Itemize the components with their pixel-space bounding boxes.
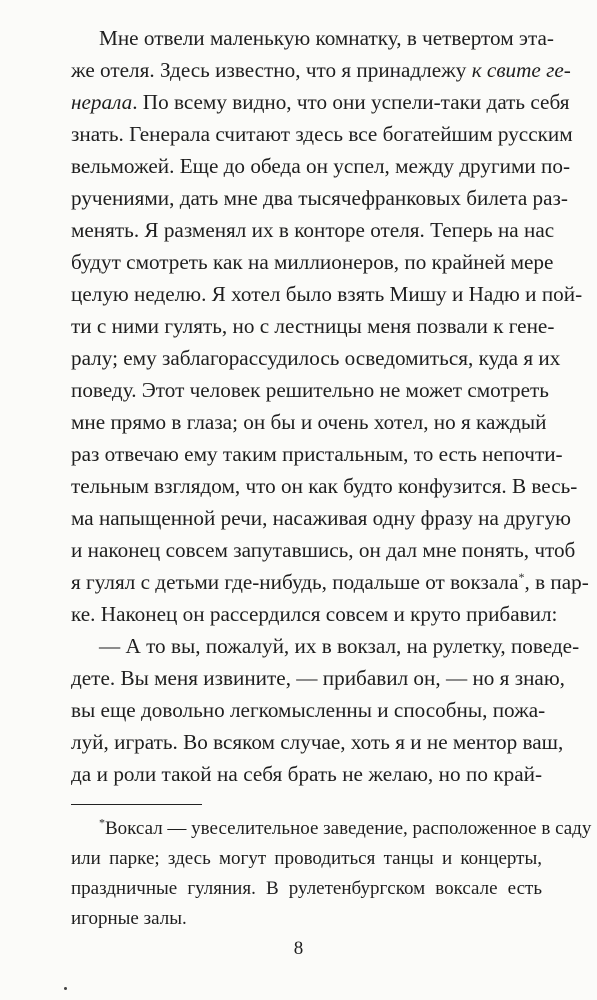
text-line: вы еще довольно легкомысленны и способны, пожа- — [71, 698, 546, 722]
text-line: ке. Наконец он рассердился совсем и круто прибавил: — [71, 602, 558, 626]
footnote-line — [0, 814, 597, 844]
text-line: и наконец совсем запутавшись, он дал мне понять, чтоб — [71, 538, 576, 562]
footnote-divider — [71, 804, 202, 805]
footnote-mark: * — [99, 815, 105, 830]
text-span: Воксал — увеселительное заведение, расположенное в саду — [105, 818, 592, 839]
text-span: же отеля. Здесь известно, что я принадлежу — [71, 58, 472, 82]
text-line: да и роли такой на себя брать не желаю, но по край- — [71, 762, 542, 786]
italic-span: нерала — [71, 90, 133, 114]
text-line — [0, 54, 597, 86]
page-number: 8 — [293, 938, 304, 959]
footnote-line: или парке; здесь могут проводиться танцы и концерты, — [71, 848, 542, 869]
text-line: луй, играть. Во всяком случае, хоть я и не ментор ваш, — [71, 730, 564, 754]
text-line: ручениями, дать мне два тысячефранковых билета раз- — [71, 186, 568, 210]
text-line: ти с ними гулять, но с лестницы меня позвали к гене- — [71, 314, 555, 338]
text-span: , в пар- — [524, 570, 589, 594]
text-line: раз отвечаю ему таким пристальным, то есть непочти- — [71, 442, 563, 466]
text-line: дете. Вы меня извините, — прибавил он, — но я знаю, — [71, 666, 565, 690]
text-line: — А то вы, пожалуй, их в вокзал, на рулетку, поведе- — [99, 634, 580, 658]
text-span: я гулял с детьми где-нибудь, подальше от вокзала — [71, 570, 519, 594]
text-line: мне прямо в глаза; он бы и очень хотел, но я каждый — [71, 410, 547, 434]
text-line: целую неделю. Я хотел было взять Мишу и Надю и пой- — [71, 282, 583, 306]
italic-span: к свите ге- — [471, 58, 571, 82]
text-line: тельным взглядом, что он как будто конфузится. В весь- — [71, 474, 578, 498]
text-line — [0, 86, 597, 118]
footnote-line: игорные залы. — [71, 908, 187, 929]
text-line — [0, 566, 597, 598]
text-line: ралу; ему заблагорассудилось осведомиться, куда я их — [71, 346, 561, 370]
text-line: менять. Я разменял их в конторе отеля. Теперь на нас — [71, 218, 555, 242]
text-line: знать. Генерала считают здесь все богатейшим русским — [71, 122, 573, 146]
text-line: вельможей. Еще до обеда он успел, между другими по- — [71, 154, 571, 178]
text-line: Мне отвели маленькую комнатку, в четвертом эта- — [99, 26, 554, 50]
text-span: . По всему видно, что они успели-таки дать себя — [132, 90, 570, 114]
text-line: поведу. Этот человек решительно не может смотреть — [71, 378, 549, 402]
text-line: ма напыщенной речи, насаживая одну фразу на другую — [71, 506, 572, 530]
print-speck — [64, 987, 67, 990]
footnote-line: праздничные гуляния. В рулетенбургском воксале есть — [71, 878, 542, 899]
text-line: будут смотреть как на миллионеров, по крайней мере — [71, 250, 554, 274]
footnote-mark: * — [518, 569, 525, 584]
